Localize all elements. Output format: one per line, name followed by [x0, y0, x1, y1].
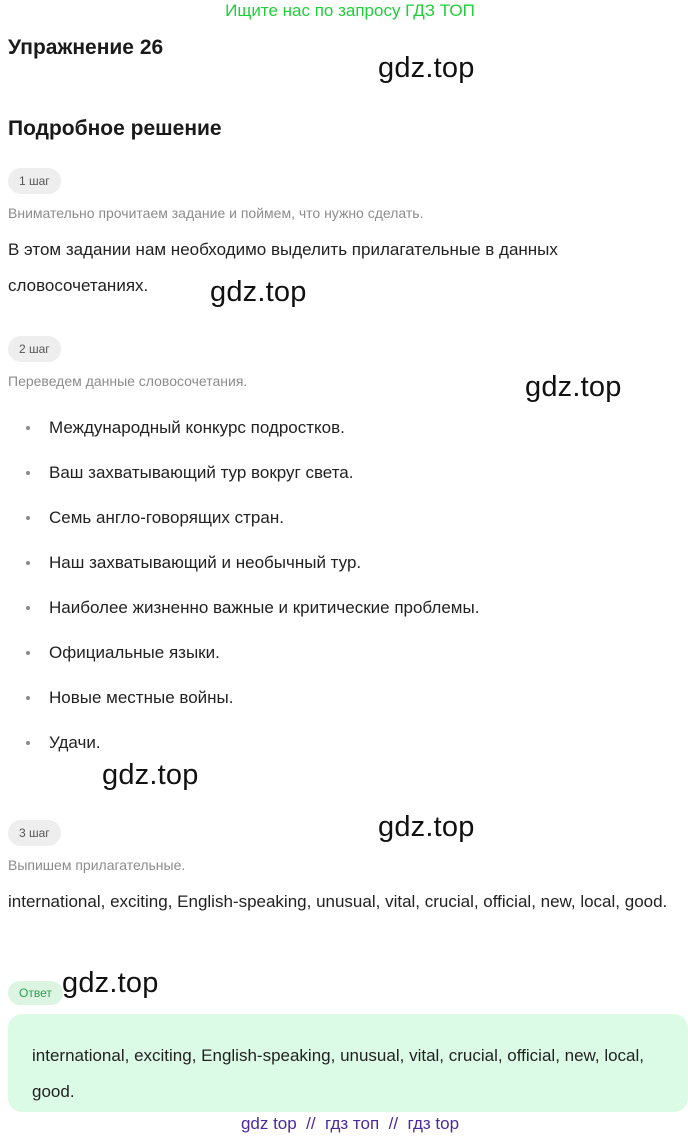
- step-1-badge: 1 шаг: [8, 168, 61, 194]
- list-item: Наиболее жизненно важные и критические проблемы.: [22, 589, 479, 634]
- answer-badge: Ответ: [8, 981, 63, 1005]
- watermark: gdz.top: [378, 52, 475, 84]
- step-3-hint: Выпишем прилагательные.: [8, 857, 186, 873]
- watermark: gdz.top: [378, 811, 475, 843]
- list-item: Официальные языки.: [22, 634, 479, 679]
- step-1-text: В этом задании нам необходимо выделить прилагательные в данных словосочетаниях.: [8, 240, 558, 295]
- phrase-list: [22, 409, 479, 769]
- page-title: Упражнение 26: [8, 36, 164, 59]
- step-3-badge: 3 шаг: [8, 820, 61, 846]
- list-item: Международный конкурс подростков.: [22, 409, 479, 454]
- step-1-hint: Внимательно прочитаем задание и поймем, что нужно сделать.: [8, 205, 424, 221]
- answer-text: international, exciting, English-speaking, unusual, vital, crucial, official, new, local, good.: [32, 1046, 645, 1101]
- section-title: Подробное решение: [8, 117, 222, 140]
- list-item: Удачи.: [22, 724, 479, 769]
- watermark: gdz.top: [210, 276, 307, 308]
- list-item: Наш захватывающий и необычный тур.: [22, 544, 479, 589]
- watermark: gdz.top: [62, 967, 159, 999]
- list-item: Новые местные войны.: [22, 679, 479, 724]
- step-2-hint: Переведем данные словосочетания.: [8, 373, 248, 389]
- list-item: Ваш захватывающий тур вокруг света.: [22, 454, 479, 499]
- step-2-badge: 2 шаг: [8, 336, 61, 362]
- search-hint-banner: Ищите нас по запросу ГДЗ ТОП: [225, 1, 475, 20]
- watermark: gdz.top: [525, 371, 622, 403]
- watermark: gdz.top: [102, 759, 199, 791]
- list-item: Семь англо-говорящих стран.: [22, 499, 479, 544]
- footer-links: gdz top // гдз топ // гдз top: [240, 1114, 460, 1133]
- step-3-text: international, exciting, English-speaking, unusual, vital, crucial, official, new, local, good.: [8, 892, 668, 911]
